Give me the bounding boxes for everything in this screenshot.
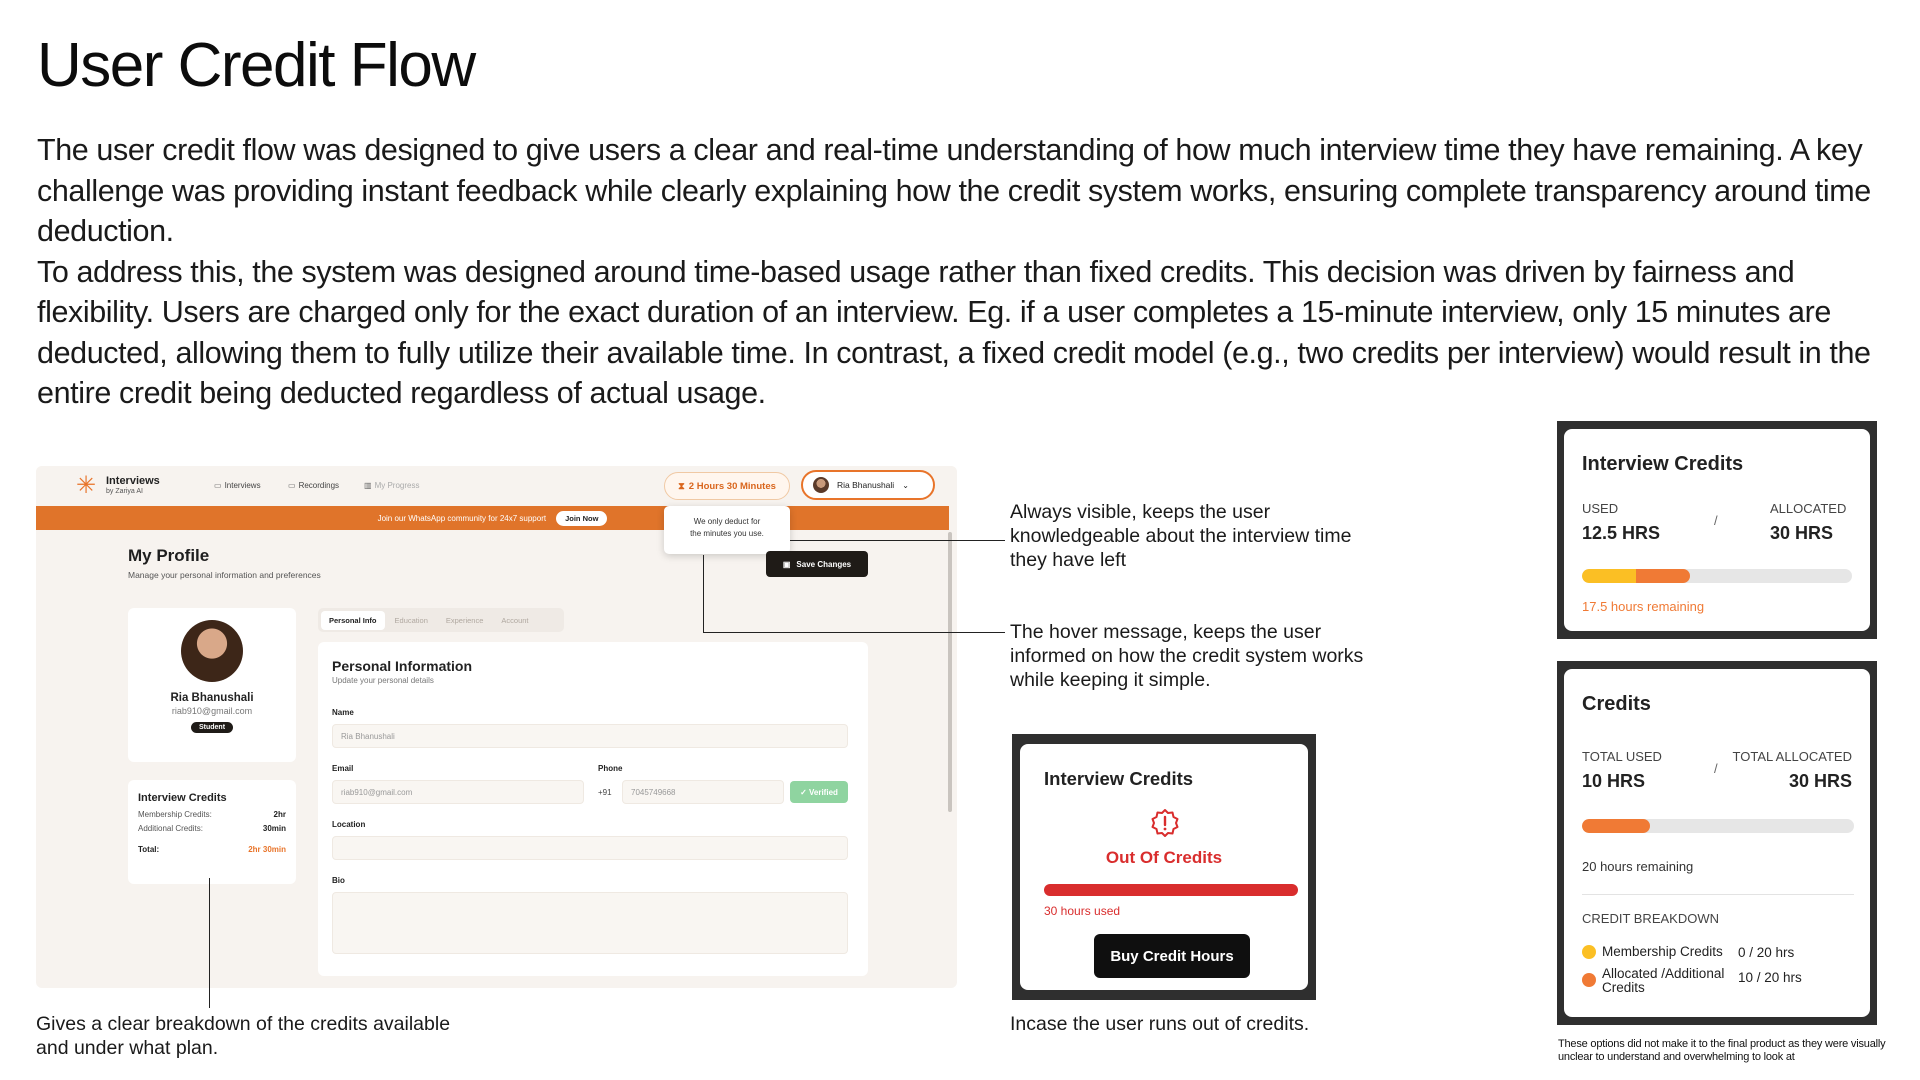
- credit-breakdown-title: CREDIT BREAKDOWN: [1582, 911, 1719, 926]
- card1-title: Interview Credits: [1582, 453, 1744, 475]
- tab-account[interactable]: Account: [501, 615, 529, 625]
- membership-label: Membership Credits:: [138, 810, 212, 819]
- location-field[interactable]: [332, 836, 848, 860]
- form-subtitle: Update your personal details: [332, 676, 434, 685]
- card1-bar-membership: [1582, 569, 1636, 583]
- card2-bar-used: [1582, 819, 1650, 833]
- save-changes-button[interactable]: [766, 551, 868, 577]
- bio-label: Bio: [332, 876, 345, 885]
- name-label: Name: [332, 708, 354, 717]
- video-icon: ▭: [288, 481, 296, 490]
- logo-subtitle: by Zariya AI: [106, 488, 143, 495]
- scrollbar[interactable]: [948, 532, 952, 812]
- profile-title: My Profile: [128, 546, 210, 565]
- ooc-title: Interview Credits: [1044, 768, 1194, 789]
- phone-field[interactable]: 7045749668: [622, 780, 784, 804]
- out-of-credits-frame: [1012, 734, 1316, 1000]
- top-nav: [36, 466, 957, 506]
- card1-progress-bar: [1582, 569, 1852, 583]
- membership-dot: [1582, 945, 1596, 959]
- membership-value: 2hr: [273, 810, 286, 819]
- intro-paragraph-2: To address this, the system was designed around time-based usage rather than fixed credits. This decision was driven by fairness and flexibility. Users are charged only for the exact duration of an interview. Eg. if a user completes a 15-minute interview, only 15 minutes are deducted, allowing them to fully utilize their available time. In contrast, a fixed credit model (e.g., two credits per interview) would result in the entire credit being deducted regardless of actual usage.: [37, 254, 1871, 410]
- page-title: User Credit Flow: [37, 31, 475, 100]
- total-value: 2hr 30min: [248, 845, 286, 854]
- ooc-status: Out Of Credits: [1105, 848, 1223, 867]
- hourglass-icon: ⧗: [678, 480, 685, 492]
- membership-credits-row: [138, 810, 286, 819]
- save-icon: ▣: [782, 559, 791, 569]
- tooltip-line-1: We only deduct for: [693, 517, 761, 526]
- tab-personal-info[interactable]: Personal Info: [321, 611, 385, 630]
- connector-line-breakdown: [209, 878, 210, 1008]
- footnote: These options did not make it to the final product as they were visually unclear to understand and overwhelming to look at: [1558, 1038, 1886, 1063]
- alert-badge-icon: [1150, 808, 1180, 838]
- logo-star-icon: ✳: [76, 472, 97, 499]
- nav-interviews[interactable]: [214, 481, 261, 490]
- personal-info-card: [318, 642, 868, 976]
- join-now-button[interactable]: Join Now: [556, 511, 607, 526]
- breakdown-additional-value: 10 / 20 hrs: [1738, 970, 1802, 985]
- total-label: Total:: [138, 845, 160, 854]
- user-menu[interactable]: [801, 470, 935, 500]
- connector-line-tooltip-vertical: [703, 555, 704, 632]
- nav-my-progress-label: My Progress: [374, 481, 420, 490]
- out-of-credits-card: [1020, 744, 1308, 990]
- avatar: [813, 477, 829, 493]
- card2-total-allocated-value: 30 HRS: [1788, 771, 1852, 791]
- buy-credit-hours-button[interactable]: Buy Credit Hours: [1094, 934, 1250, 978]
- profile-subtitle: Manage your personal information and preferences: [128, 570, 321, 580]
- additional-value: 30min: [262, 824, 286, 833]
- connector-line-credit: [790, 540, 1005, 541]
- tab-experience[interactable]: Experience: [445, 615, 484, 625]
- ooc-used-text: 30 hours used: [1044, 904, 1121, 918]
- nav-recordings-label: Recordings: [298, 481, 340, 490]
- phone-label: Phone: [598, 764, 623, 773]
- support-banner: [36, 506, 949, 530]
- total-credits-row: [138, 845, 286, 854]
- profile-card: [128, 608, 296, 762]
- chevron-down-icon: ⌄: [902, 480, 909, 490]
- credit-time-pill[interactable]: [664, 472, 790, 500]
- card1-bar-additional: [1636, 569, 1690, 583]
- interview-credits-card: [128, 780, 296, 884]
- breakdown-membership-value: 0 / 20 hrs: [1738, 945, 1795, 960]
- card2-total-allocated-label: TOTAL ALLOCATED: [1732, 749, 1852, 764]
- card1-used-value: 12.5 HRS: [1582, 523, 1661, 543]
- card2-total-used-value: 10 HRS: [1582, 771, 1646, 791]
- card1-slash: /: [1714, 513, 1718, 528]
- avatar: [181, 620, 243, 682]
- card1-used-label: USED: [1582, 501, 1619, 516]
- card2-remaining: 20 hours remaining: [1582, 859, 1694, 874]
- connector-line-tooltip-horizontal: [703, 632, 1005, 633]
- nav-my-progress[interactable]: [364, 481, 419, 490]
- chart-icon: ▥: [364, 481, 372, 490]
- credits-card-2-frame: [1557, 661, 1877, 1025]
- additional-dot: [1582, 973, 1596, 987]
- annotation-always-visible: Always visible, keeps the user knowledgeable about the interview time they have left: [1010, 501, 1352, 571]
- profile-email: riab910@gmail.com: [171, 706, 253, 716]
- form-title: Personal Information: [332, 658, 473, 674]
- tooltip-line-2: the minutes you use.: [690, 529, 764, 538]
- status-badge: Student: [191, 722, 233, 733]
- name-field[interactable]: Ria Bhanushali: [332, 724, 848, 748]
- phone-country-code[interactable]: +91: [598, 788, 612, 797]
- intro-paragraph-1: The user credit flow was designed to give users a clear and real-time understanding of how much interview time they have remaining. A key challenge was providing instant feedback while clearly explaining how the credit system works, ensuring complete transparency around time deduction.: [37, 133, 1871, 248]
- card2-total-used-label: TOTAL USED: [1582, 749, 1662, 764]
- divider: [1582, 894, 1854, 895]
- email-field[interactable]: riab910@gmail.com: [332, 780, 584, 804]
- banner-text: Join our WhatsApp community for 24x7 support: [377, 513, 547, 523]
- verified-badge: ✓ Verified: [790, 781, 848, 803]
- card2-progress-bar: [1582, 819, 1854, 833]
- profile-name: Ria Bhanushali: [170, 692, 254, 704]
- card2-title: Credits: [1582, 693, 1651, 715]
- additional-label: Additional Credits:: [138, 824, 203, 833]
- ooc-progress-bar: [1044, 884, 1298, 896]
- credit-time-label: 2 Hours 30 Minutes: [688, 480, 776, 492]
- email-label: Email: [332, 764, 354, 773]
- card2-slash: /: [1714, 761, 1718, 776]
- additional-credits-row: [138, 824, 286, 833]
- card1-allocated-value: 30 HRS: [1770, 523, 1834, 543]
- credits-card-title: Interview Credits: [138, 792, 227, 804]
- annotation-breakdown: Gives a clear breakdown of the credits available and under what plan.: [36, 1013, 451, 1059]
- bio-field[interactable]: [332, 892, 848, 954]
- user-name: Ria Bhanushali: [837, 480, 895, 490]
- credit-tooltip: [664, 506, 790, 554]
- card1-allocated-label: ALLOCATED: [1770, 501, 1847, 516]
- intro-text: [37, 130, 1897, 414]
- tab-education[interactable]: Education: [394, 615, 428, 625]
- credits-card-1: [1564, 429, 1870, 631]
- annotation-out-of-credits: Incase the user runs out of credits.: [1010, 1013, 1310, 1035]
- breakdown-membership-name: Membership Credits: [1602, 944, 1723, 959]
- card1-remaining: 17.5 hours remaining: [1582, 599, 1705, 614]
- nav-recordings[interactable]: [288, 481, 339, 490]
- annotation-hover-message: The hover message, keeps the user informed on how the credit system works while keeping it simple.: [1010, 621, 1364, 691]
- app-mockup: [36, 466, 957, 988]
- profile-tabs: [318, 608, 564, 632]
- nav-interviews-label: Interviews: [224, 481, 261, 490]
- location-label: Location: [332, 820, 366, 829]
- credits-card-1-frame: [1557, 421, 1877, 639]
- credits-card-2: [1564, 669, 1870, 1017]
- chat-icon: ▭: [214, 481, 222, 490]
- logo-title[interactable]: Interviews: [106, 475, 160, 487]
- breakdown-additional-name: Allocated /Additional Credits: [1602, 966, 1725, 995]
- save-label: Save Changes: [796, 559, 852, 569]
